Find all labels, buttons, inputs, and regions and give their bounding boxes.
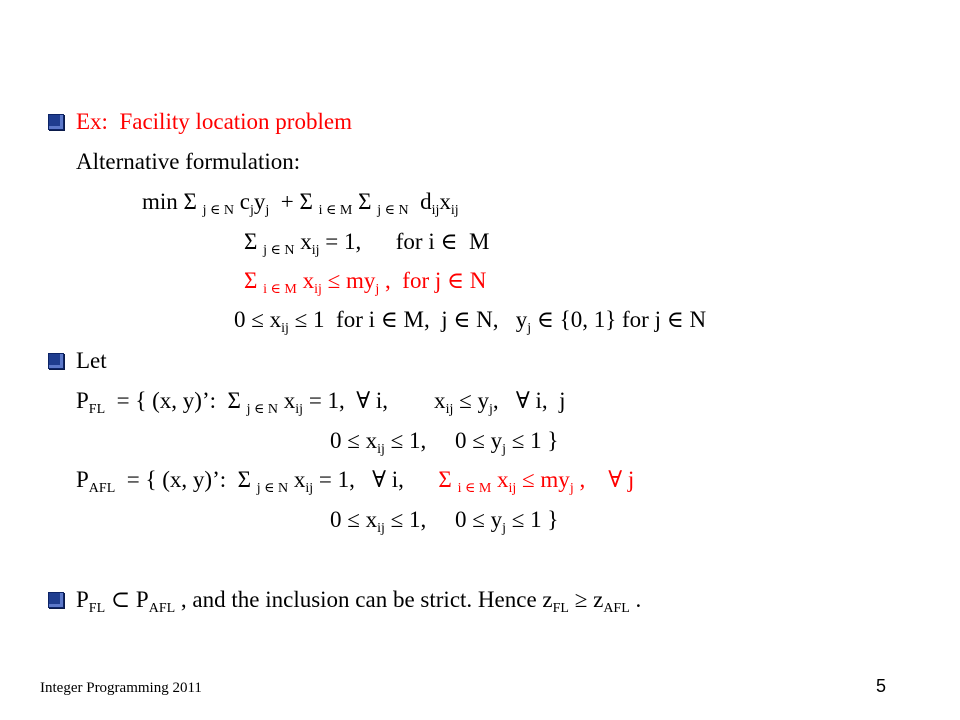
page-number: 5 — [876, 676, 887, 696]
footer-course: Integer Programming 2011 — [40, 680, 202, 696]
pfl-bounds: $0 \le x_{ij} \le 1$, $0 \le y_j \le 1$ } — [330, 428, 559, 457]
square-bullet-icon — [48, 353, 64, 369]
let-label: Let — [76, 348, 107, 373]
square-bullet-icon — [48, 114, 64, 130]
objective-formula: min Σ $_{j \in N}$ $c_jy_j + \Sigma$ $_{i \in M}$ Σ $_{j \in N}$ $d_{ij}x_{ij}$ — [142, 189, 459, 218]
assignment-constraint: Σ $_{j \in N}$ $x_{ij} = 1$, for i ∈ M — [244, 229, 490, 258]
pfl-definition: $P_{FL}$ = { (x, y)’: Σ $_{j \in N}$ $x_{ij} = 1$, ∀ i, $x_{ij} \le y_j$, ∀ i, j — [76, 388, 566, 417]
ex-heading — [48, 108, 352, 136]
ex-title: Facility location problem — [119, 109, 352, 134]
square-bullet-icon — [48, 592, 64, 608]
conclusion: $P_{FL}$ ⊂ $P_{AFL}$ , and the inclusion can be strict. Hence $z_{FL} \ge z_{AFL}$ . — [48, 586, 641, 614]
pafl-bounds: $0 \le x_{ij} \le 1$, $0 \le y_j \le 1$ } — [330, 507, 559, 536]
alt-formulation-label: Alternative formulation: — [76, 149, 301, 174]
aggregated-constraint: Σ $_{i \in M}$ $x_{ij} \le my_j$ , for j ∈ N — [244, 268, 487, 297]
pafl-definition: $P_{AFL}$ = { (x, y)’: Σ $_{j \in N}$ $x_{ij} = 1$, ∀ i, Σ $_{i \in M}$ $x_{ij} \le my_j$ , ∀ j — [76, 467, 635, 496]
bounds-constraint: $0 \le x_{ij} \le 1$ for i ∈ M, j ∈ N, $y_j$ ∈ {0, 1} for j ∈ N — [234, 307, 707, 336]
ex-prefix: Ex: — [76, 109, 108, 134]
let-heading — [48, 347, 107, 375]
